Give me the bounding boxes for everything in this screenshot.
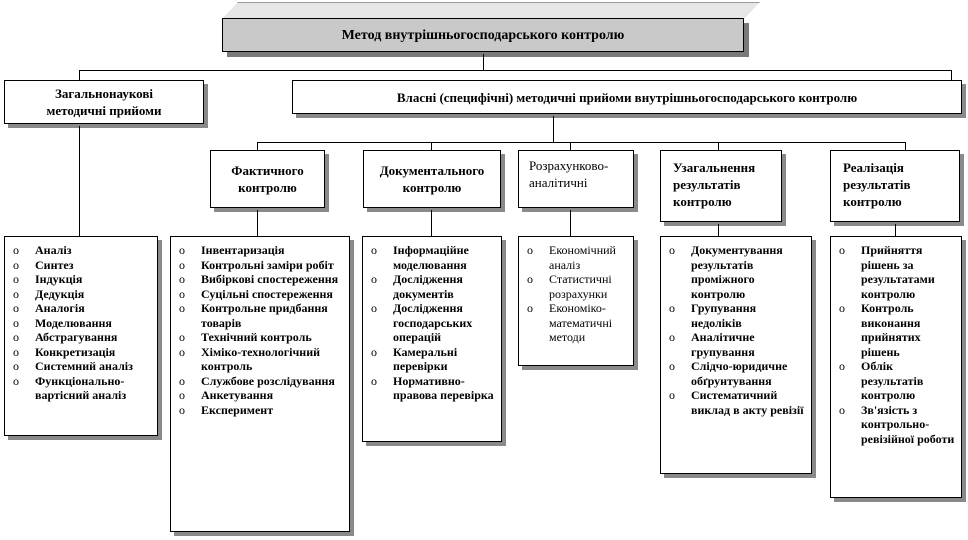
connector [257,142,258,150]
connector [570,142,571,150]
list-item: o Аналітичне групування [669,330,755,359]
list-item: o Абстрагування [13,330,118,344]
list-item: o Службове розслідування [179,373,335,388]
list-item: o Дослідження господарських операцій [371,301,473,344]
category-box-calculation [518,150,634,208]
calculation-analytical-list [518,236,634,366]
list-item: o Синтез [13,257,74,272]
list-item: o Технічний контроль [179,330,312,344]
connector [905,142,906,150]
connector [483,54,484,70]
page-title: Метод внутрішньогосподарського контролю [341,27,625,43]
list-item: o Вибіркові спостереження [179,272,339,286]
connector [79,70,80,80]
generalization-list [660,236,812,474]
factual-control-list [170,236,350,532]
list [661,237,811,421]
list-item: o Камеральні перевірки [371,344,458,373]
list-item: o Систематичний виклад в акту ревізії [669,388,804,417]
title-box [222,18,744,52]
connector [431,142,432,150]
list-item: o Аналогія [13,301,85,315]
list-item: o Документування результатів проміжного контролю [669,243,783,301]
category-box-realization [830,150,960,222]
category-label: Документального контролю [379,163,485,195]
list-item: o Економіко-математичні методи [527,301,613,344]
list-item: o Суцільні спостереження [179,286,333,301]
list [831,237,961,450]
realization-list [830,236,962,498]
list-item: o Експеримент [179,402,274,417]
list-item: o Контрольні заміри робіт [179,257,334,272]
list-item: o Зв'язість з контрольно-ревізійної роботи [839,402,955,446]
connector [895,224,896,236]
list-item: o Інвентаризація [179,243,285,257]
list-item: o Функціонально-вартісний аналіз [13,373,127,402]
list-item: o Системний аналіз [13,359,133,373]
list-item: o Інформаційне моделювання [371,243,469,272]
list-item: o Статистичні розрахунки [527,272,612,301]
list-item: o Слідчо-юридичне обґрунтування [669,359,788,388]
list-item: o Облік результатів контролю [839,359,924,402]
title-box-top-face [222,2,760,19]
category-box-documentary [363,150,501,208]
list-item: o Конкретизація [13,344,116,359]
list-item: o Контрольне придбання товарів [179,301,328,330]
specific-methods-box [292,80,962,114]
list [519,237,633,349]
connector [718,142,719,150]
list-item: o Контроль виконання прийнятих рішень [839,301,921,359]
connector [431,210,432,236]
connector [257,210,258,236]
category-label: Реалізація результатів контролю [843,160,911,209]
category-label: Розрахунково-аналітичні [529,158,609,190]
general-methods-label: Загальнонаукові методичні прийоми [46,86,162,118]
connector [553,116,554,142]
category-box-factual [210,150,325,208]
connector [570,210,571,236]
list-item: o Моделювання [13,315,112,330]
connector [257,142,905,143]
list-item: o Групування недоліків [669,301,757,330]
list-item: o Індукція [13,272,83,286]
list-item: o Дослідження документів [371,272,463,301]
list-item: o Економічний аналіз [527,243,616,272]
general-methods-box [4,80,204,124]
connector [951,70,952,80]
general-methods-list [4,236,158,436]
list [171,237,349,421]
list-item: o Прийняття рішень за результатами контролю [839,243,935,301]
list-item: o Анкетування [179,388,274,402]
list-item: o Аналіз [13,243,72,257]
list-item: o Хіміко-технологічний контроль [179,344,321,373]
category-box-generalization [660,150,782,222]
list-item: o Дедукція [13,286,85,301]
documentary-control-list [362,236,502,442]
category-label: Узагальнення результатів контролю [673,160,756,209]
list-item: o Нормативно-правова перевірка [371,373,494,402]
connector [718,224,719,236]
list [5,237,157,407]
connector [79,70,952,71]
category-label: Фактичного контролю [231,163,304,195]
specific-methods-label: Власні (специфічні) методичні прийоми внутрішньогосподарського контролю [396,89,858,105]
connector [79,126,80,236]
list [363,237,501,407]
